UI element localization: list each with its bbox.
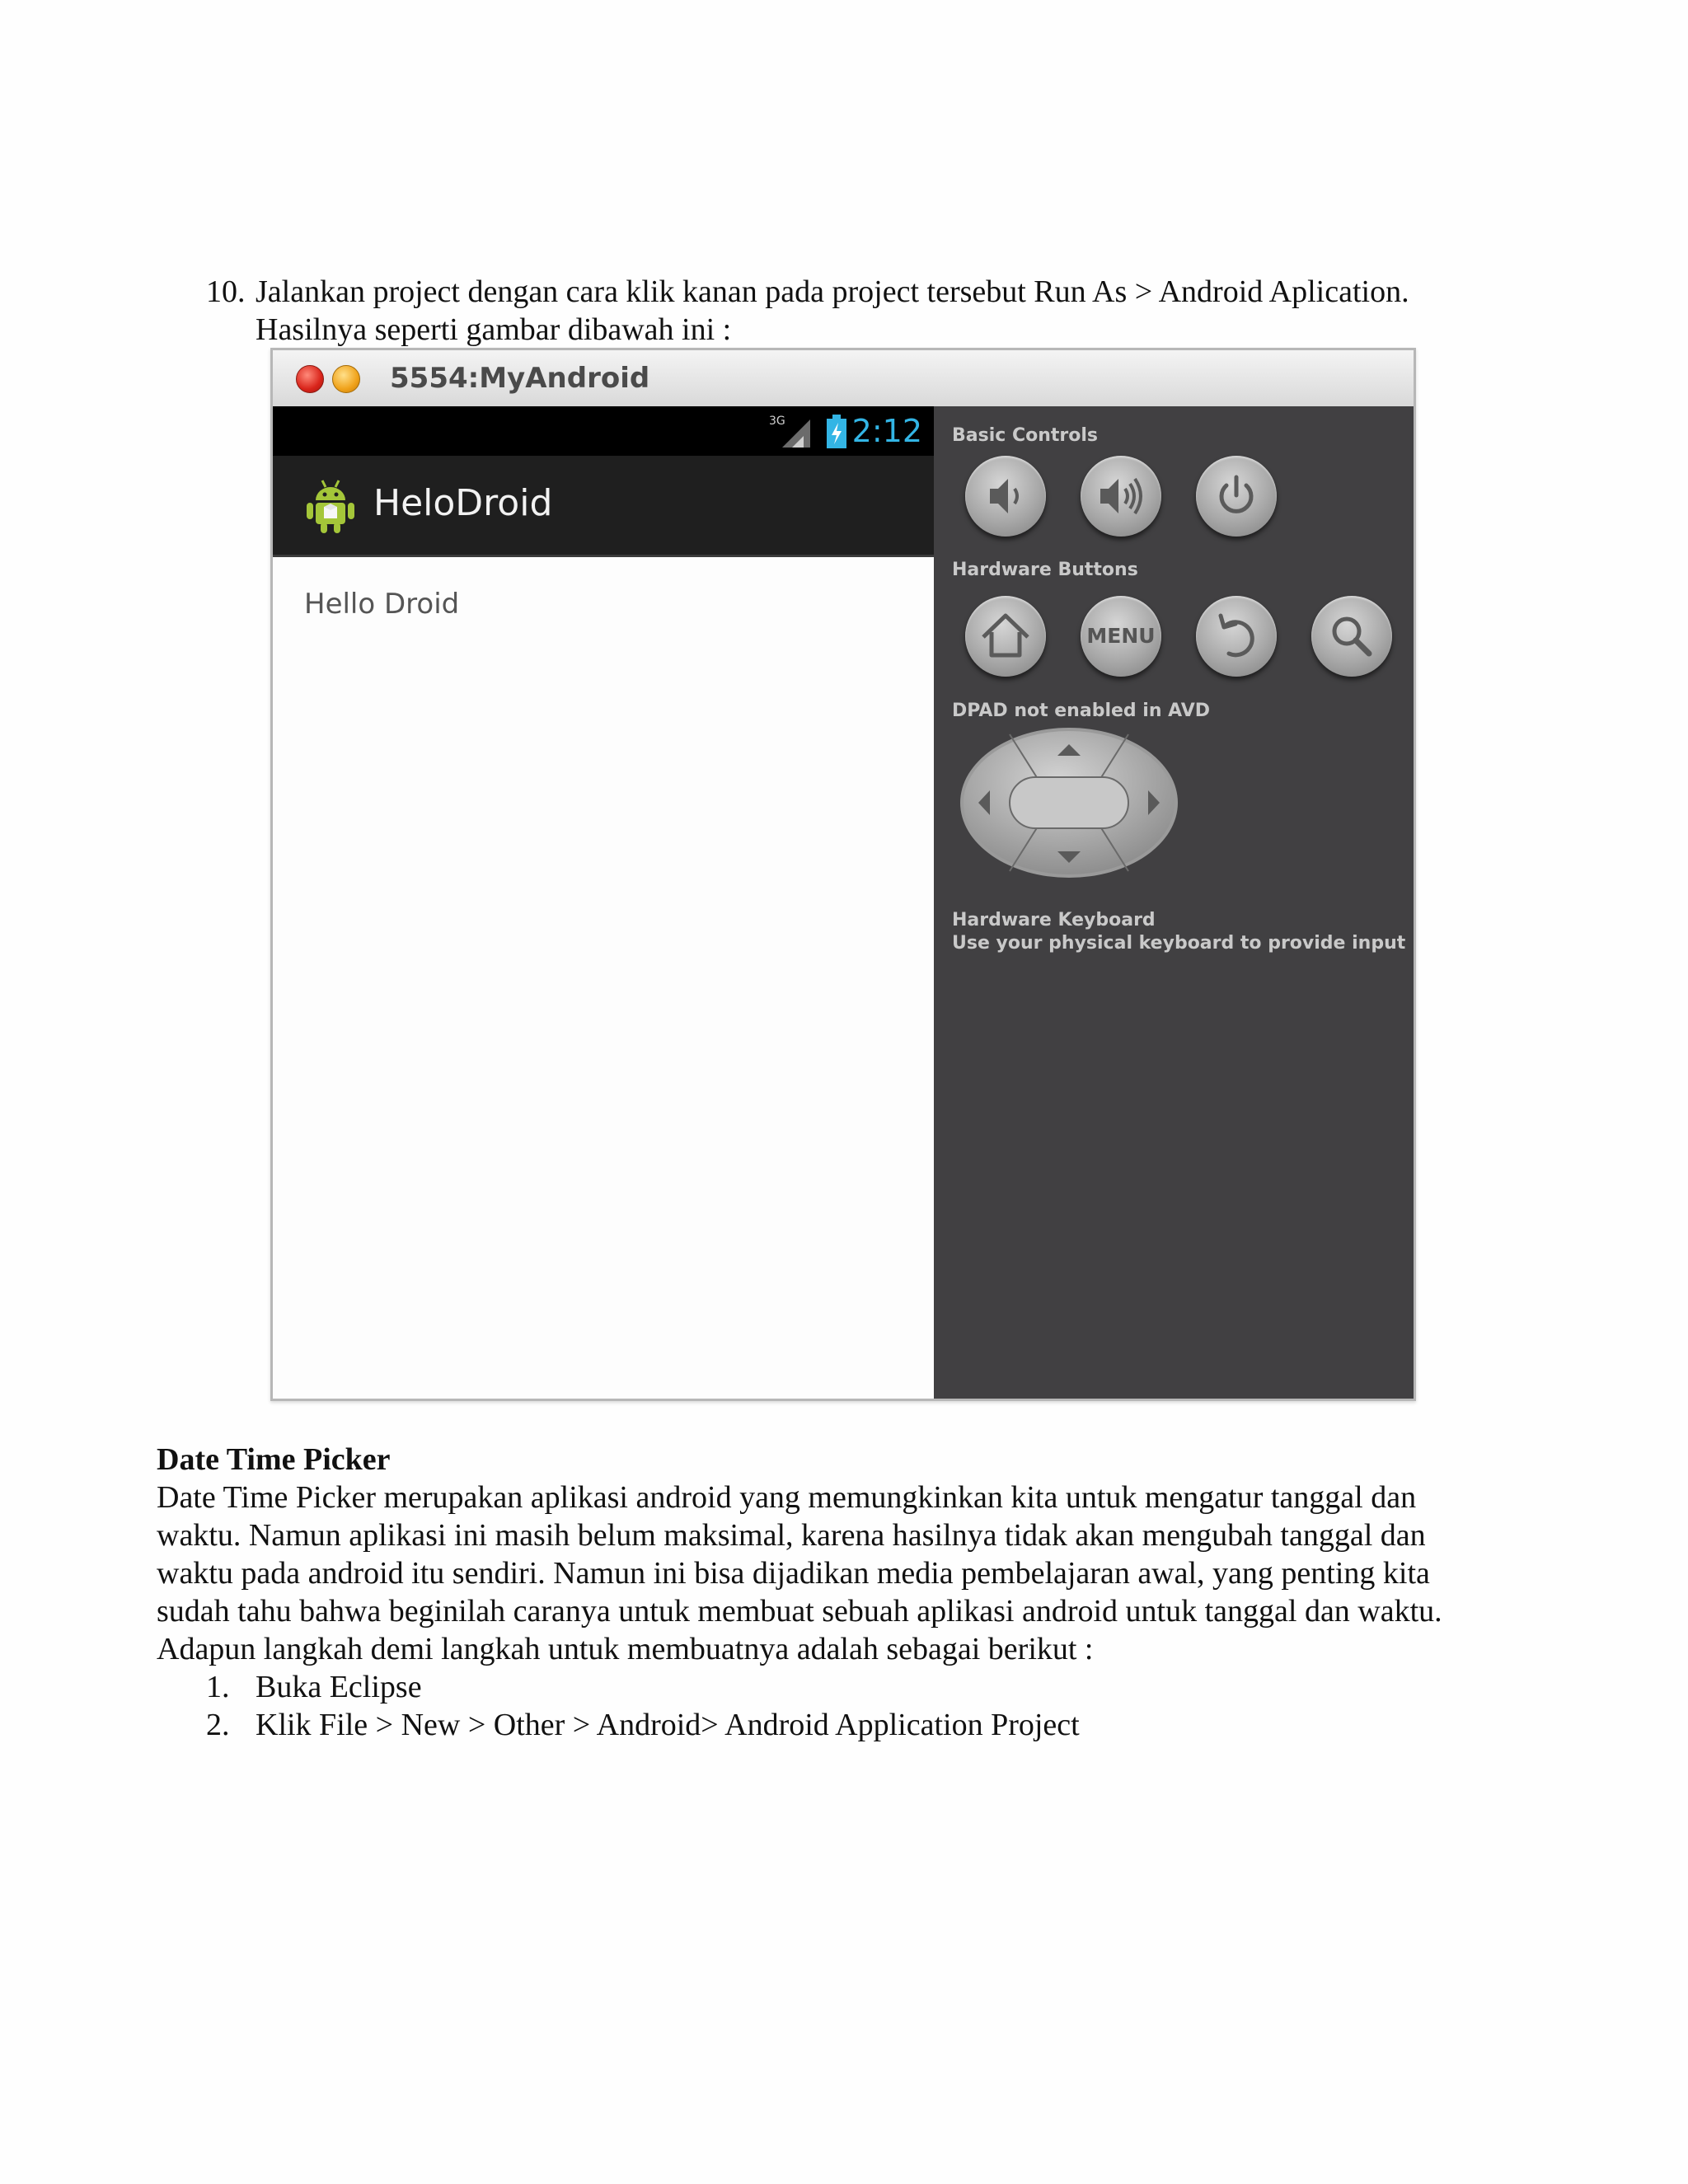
app-title: HeloDroid bbox=[373, 482, 553, 524]
step-10-text-line-2: Hasilnya seperti gambar dibawah ini : bbox=[256, 312, 732, 347]
search-icon bbox=[1311, 596, 1392, 677]
step-2-number: 2. bbox=[206, 1708, 230, 1742]
back-icon bbox=[1196, 596, 1277, 677]
hardware-keyboard-label: Hardware Keyboard bbox=[952, 910, 1156, 930]
section-line-2: waktu. Namun aplikasi ini masih belum maksimal, karena hasilnya tidak akan mengubah tanggal dan bbox=[157, 1518, 1426, 1553]
section-heading: Date Time Picker bbox=[157, 1442, 391, 1477]
phone-screen bbox=[273, 406, 934, 1399]
app-action-bar bbox=[273, 456, 934, 557]
close-window-button[interactable] bbox=[296, 365, 324, 393]
dpad-control[interactable] bbox=[959, 726, 1179, 879]
android-app-icon bbox=[304, 476, 357, 535]
step-10-text-line-1: Jalankan project dengan cara klik kanan pada project tersebut Run As > Android Aplication. bbox=[256, 274, 1409, 309]
home-button[interactable] bbox=[965, 596, 1046, 677]
minimize-window-button[interactable] bbox=[332, 365, 360, 393]
step-10-number: 10. bbox=[206, 274, 246, 309]
window-title: 5554:MyAndroid bbox=[390, 362, 650, 395]
step-1-number: 1. bbox=[206, 1670, 230, 1704]
section-line-5: Adapun langkah demi langkah untuk membuatnya adalah sebagai berikut : bbox=[157, 1632, 1094, 1666]
volume-up-icon bbox=[1081, 456, 1161, 537]
menu-button-label: MENU bbox=[1086, 624, 1156, 648]
hello-text: Hello Droid bbox=[304, 588, 460, 621]
power-icon bbox=[1196, 456, 1277, 537]
section-line-3: waktu pada android itu sendiri. Namun ini bisa dijadikan media pembelajaran awal, yang penting kita bbox=[157, 1556, 1430, 1591]
status-bar bbox=[273, 406, 934, 456]
step-2-text: Klik File > New > Other > Android> Android Application Project bbox=[256, 1708, 1080, 1742]
signal-3g-icon bbox=[767, 413, 817, 449]
network-type-label: 3G bbox=[769, 415, 785, 428]
dpad-label: DPAD not enabled in AVD bbox=[952, 701, 1210, 721]
home-icon bbox=[965, 596, 1046, 677]
search-button[interactable] bbox=[1311, 596, 1392, 677]
emulator-window bbox=[270, 348, 1416, 1401]
window-titlebar bbox=[273, 350, 1414, 407]
power-button[interactable] bbox=[1196, 456, 1277, 537]
step-1-text: Buka Eclipse bbox=[256, 1670, 422, 1704]
emulator-controls-panel bbox=[934, 406, 1414, 1399]
section-line-4: sudah tahu bahwa beginilah caranya untuk membuat sebuah aplikasi android untuk tanggal dan waktu. bbox=[157, 1594, 1442, 1629]
volume-down-button[interactable] bbox=[965, 456, 1046, 537]
back-button[interactable] bbox=[1196, 596, 1277, 677]
menu-button[interactable] bbox=[1081, 596, 1161, 677]
basic-controls-label: Basic Controls bbox=[952, 425, 1098, 446]
volume-up-button[interactable] bbox=[1081, 456, 1161, 537]
status-clock: 2:12 bbox=[851, 413, 922, 449]
section-line-1: Date Time Picker merupakan aplikasi android yang memungkinkan kita untuk mengatur tanggal dan bbox=[157, 1480, 1417, 1515]
hardware-keyboard-hint: Use your physical keyboard to provide input bbox=[952, 933, 1406, 954]
battery-charging-icon bbox=[825, 415, 848, 449]
hardware-buttons-label: Hardware Buttons bbox=[952, 560, 1138, 580]
volume-down-icon bbox=[965, 456, 1046, 537]
